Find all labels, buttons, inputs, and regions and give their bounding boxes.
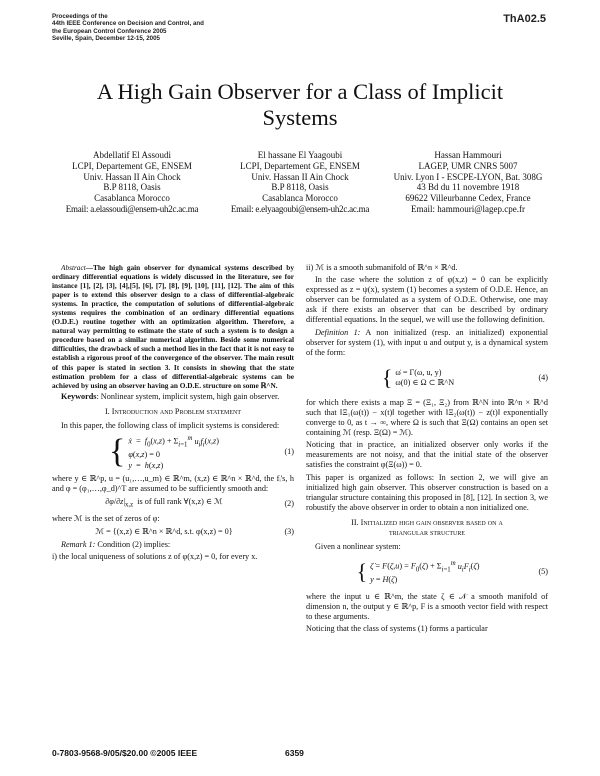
session-code: ThA02.5 bbox=[503, 13, 546, 25]
definition-text: A non initialized (resp. an initialized) exponential observer for system (1), with input u and output y, is a dynamical system of the form: bbox=[306, 327, 548, 357]
author-affiliation: Univ. Hassan II Ain Chock bbox=[251, 171, 349, 182]
equation-3 bbox=[52, 527, 294, 537]
abstract bbox=[52, 263, 294, 390]
author-affiliation: Univ. Hassan II Ain Chock bbox=[83, 171, 181, 182]
equation-number: (3) bbox=[284, 526, 294, 536]
keywords-text: : Nonlinear system, implicit system, high gain observer. bbox=[96, 391, 280, 401]
equation-text: ℳ = {(x,z) ∈ ℝ^n × ℝ^d, s.t. φ(x,z) = 0} bbox=[95, 526, 233, 536]
abstract-label: Abstract bbox=[61, 263, 86, 272]
equation-number: (5) bbox=[538, 567, 548, 577]
author-address: Casablanca Morocco bbox=[94, 193, 170, 204]
abstract-text: —The high gain observer for dynamical systems described by ordinary differential equations is widely discussed in the literature, see for instance [1], [2], [3], [4],[5], [6], [7], [8], [9], [10], [11], [12]. The aim of this paper is to extend this observer design to a class of differential-algebraic systems. In practice, the computation of solutions of differential-algebraic systems requires the combination of an ordinary differential equations (O.D.E.) routine together with an optimization algorithm. Therefore, a natural way permitting to estimate the state of such a system is to design a procedure based on a similar numerical algorithm. Beside some numerical difficulties, the drawback of such a method lies in the fact that it is not easy to establish a rigorous proof of the convergence of the observer. The main result of this paper is stated in section 3. It consists in showing that the state estimation problem for a class of differential-algebraic systems can be achieved by using an observer having an O.D.E. structure on some ℝ^N. bbox=[52, 263, 294, 390]
equation-line: ω̇ = Γ(ω, u, y) bbox=[395, 367, 442, 377]
paragraph: Noticing that the class of systems (1) forms a particular bbox=[306, 624, 488, 634]
equation-number: (1) bbox=[284, 447, 294, 457]
remark bbox=[52, 540, 294, 550]
paragraph: In the case where the solution z of φ(x,z) = 0 can be explicitly expressed as z = ψ(x), system (1) becomes a system of O.D.E. Hence, an observer can be formulated as a system of O.D.E. Otherwise, one may ask if there exists an observer that can be described by ordinary differential equations. In the sequel, we will use the following definition. bbox=[306, 275, 548, 325]
equation-text: is of full rank ∀(x,z) ∈ ℳ bbox=[137, 496, 223, 506]
equation-number: (4) bbox=[538, 372, 548, 382]
equation-number: (2) bbox=[284, 498, 294, 508]
author-affiliation: LCPI, Departement GE, ENSEM bbox=[240, 160, 360, 171]
header-line: the European Control Conference 2005 bbox=[52, 27, 167, 35]
section-heading: I. Introduction and Problem statement bbox=[104, 406, 242, 416]
brace-glyph: { bbox=[381, 364, 393, 390]
author-affiliation: LAGEP, UMR CNRS 5007 bbox=[418, 160, 518, 171]
author-name: Hassan Hammouri bbox=[434, 150, 502, 160]
equation-line: ω(0) ∈ Ω ⊂ ℝ^N bbox=[395, 377, 455, 387]
author-address: Casablanca Morocco bbox=[262, 193, 338, 204]
paragraph: for which there exists a map Ξ = (Ξ₁, Ξ₂) from ℝ^N into ℝ^n × ℝ^d such that ‖Ξ₁(ω(t)) − x(t)‖ together with ‖Ξ₂(ω(t)) − z(t)‖ exponentially converge to 0, as t → ∞, where Ω is such that Ξ(Ω) contains an open set containing ℳ (resp. Ξ(Ω) = ℳ). bbox=[306, 397, 548, 438]
equation-4 bbox=[306, 361, 548, 395]
section-heading bbox=[306, 518, 548, 538]
author-name: El hassane El Yaagoubi bbox=[257, 150, 343, 160]
author-name: Abdellatif El Assoudi bbox=[93, 150, 171, 160]
author-affiliation: Univ. Lyon I - ESCPE-LYON, Bat. 308G bbox=[393, 171, 543, 182]
definition-label: Definition 1: bbox=[315, 327, 361, 337]
definition bbox=[306, 328, 548, 358]
remark-text: Condition (2) implies: bbox=[97, 539, 171, 549]
paper-title bbox=[0, 79, 600, 131]
brace-glyph: { bbox=[356, 559, 368, 585]
paragraph: where the input u ∈ ℝ^m, the state ζ ∈ 𝒩 a smooth manifold of dimension n, the output y ∈ ℝ^p, F is a smooth vector field with respect to these arguments. bbox=[306, 592, 548, 622]
author-address: B.P 8118, Oasis bbox=[271, 182, 329, 193]
proceedings-header bbox=[52, 13, 204, 43]
paragraph: where y ∈ ℝ^p, u = (u₁,…,u_m) ∈ ℝ^m, (x,z) ∈ ℝ^n × ℝ^d, the fᵢ's, h and φ = (φ₁,…,φ_d)^T are assumed to be sufficiently smooth and: bbox=[52, 473, 294, 493]
keywords bbox=[52, 392, 294, 402]
title-line: Systems bbox=[262, 105, 338, 130]
paragraph: This paper is organized as follows: In section 2, we will give an initialized high gain observer. This observer construction is based on a triangular structure containing this proposed in [8], [12]. In section 3, we robustify the above observer in order to obtain a non initialized one. bbox=[306, 472, 548, 512]
paragraph: Given a nonlinear system: bbox=[315, 542, 401, 552]
title-line: A High Gain Observer for a Class of Implicit bbox=[96, 79, 504, 104]
header-line: Seville, Spain, December 12-15, 2005 bbox=[52, 35, 161, 43]
author-email: Email: a.elassoudi@ensem-uh2c.ac.ma bbox=[65, 203, 199, 214]
left-column bbox=[52, 263, 294, 564]
section-heading-line: II. Initialized high gain observer based on a bbox=[351, 517, 503, 527]
list-item: i) the local uniqueness of solutions z of φ(x,z) = 0, for every x. bbox=[52, 551, 258, 561]
paragraph: where ℳ is the set of zeros of φ: bbox=[52, 513, 160, 523]
paragraph: Noticing that in practice, an initialized observer only works if the measurements are not noisy, and that the initial state of the observer satisfies the constraint φ(Ξ(ω)) = 0. bbox=[306, 440, 548, 470]
list-item: ii) ℳ is a smooth submanifold of ℝ^n × ℝ^d. bbox=[306, 263, 458, 272]
keywords-label: Keywords bbox=[61, 391, 97, 401]
author-address: B.P 8118, Oasis bbox=[103, 182, 161, 193]
remark-label: Remark 1: bbox=[61, 539, 96, 549]
equation-5: { ζ̇ = $F(\zeta,u) = F_0(\zeta) + \Sigma_{i=1}^m$ $u_iF_i(\zeta)$ y = H(ζ) (5) bbox=[306, 555, 548, 589]
header-line: 44th IEEE Conference on Decision and Control, and bbox=[52, 20, 204, 28]
right-column bbox=[306, 263, 548, 637]
author-address: 69622 Villeurbanne Cedex, France bbox=[405, 193, 531, 204]
header-line: Proceedings of the bbox=[52, 13, 108, 20]
author-block bbox=[368, 150, 568, 215]
brace-glyph: { bbox=[109, 433, 126, 471]
author-email: Email: hammouri@lagep.cpe.fr bbox=[411, 203, 525, 214]
page-number: 6359 bbox=[285, 748, 304, 758]
equation-1: { ẋ = $f_0(x,z) + \Sigma_{i=1}^m$ $u_if_i(x,z)$ φ(x,z) = 0 y = h(x,z) (1) bbox=[109, 433, 294, 471]
equation-2: $\partial\varphi/\partial z|_{x,z}$ is of full rank ∀(x,z) ∈ ℳ (2) bbox=[105, 496, 294, 509]
paragraph: In this paper, the following class of implicit systems is considered: bbox=[61, 420, 280, 430]
isbn-footer: 0-7803-9568-9/05/$20.00 ©2005 IEEE bbox=[52, 748, 198, 758]
section-heading-line: triangular structure bbox=[388, 527, 466, 537]
author-affiliation: LCPI, Departement GE, ENSEM bbox=[72, 160, 192, 171]
author-email: Email: e.elyaagoubi@ensem-uh2c.ac.ma bbox=[230, 203, 370, 214]
author-address: 43 Bd du 11 novembre 1918 bbox=[416, 182, 520, 193]
